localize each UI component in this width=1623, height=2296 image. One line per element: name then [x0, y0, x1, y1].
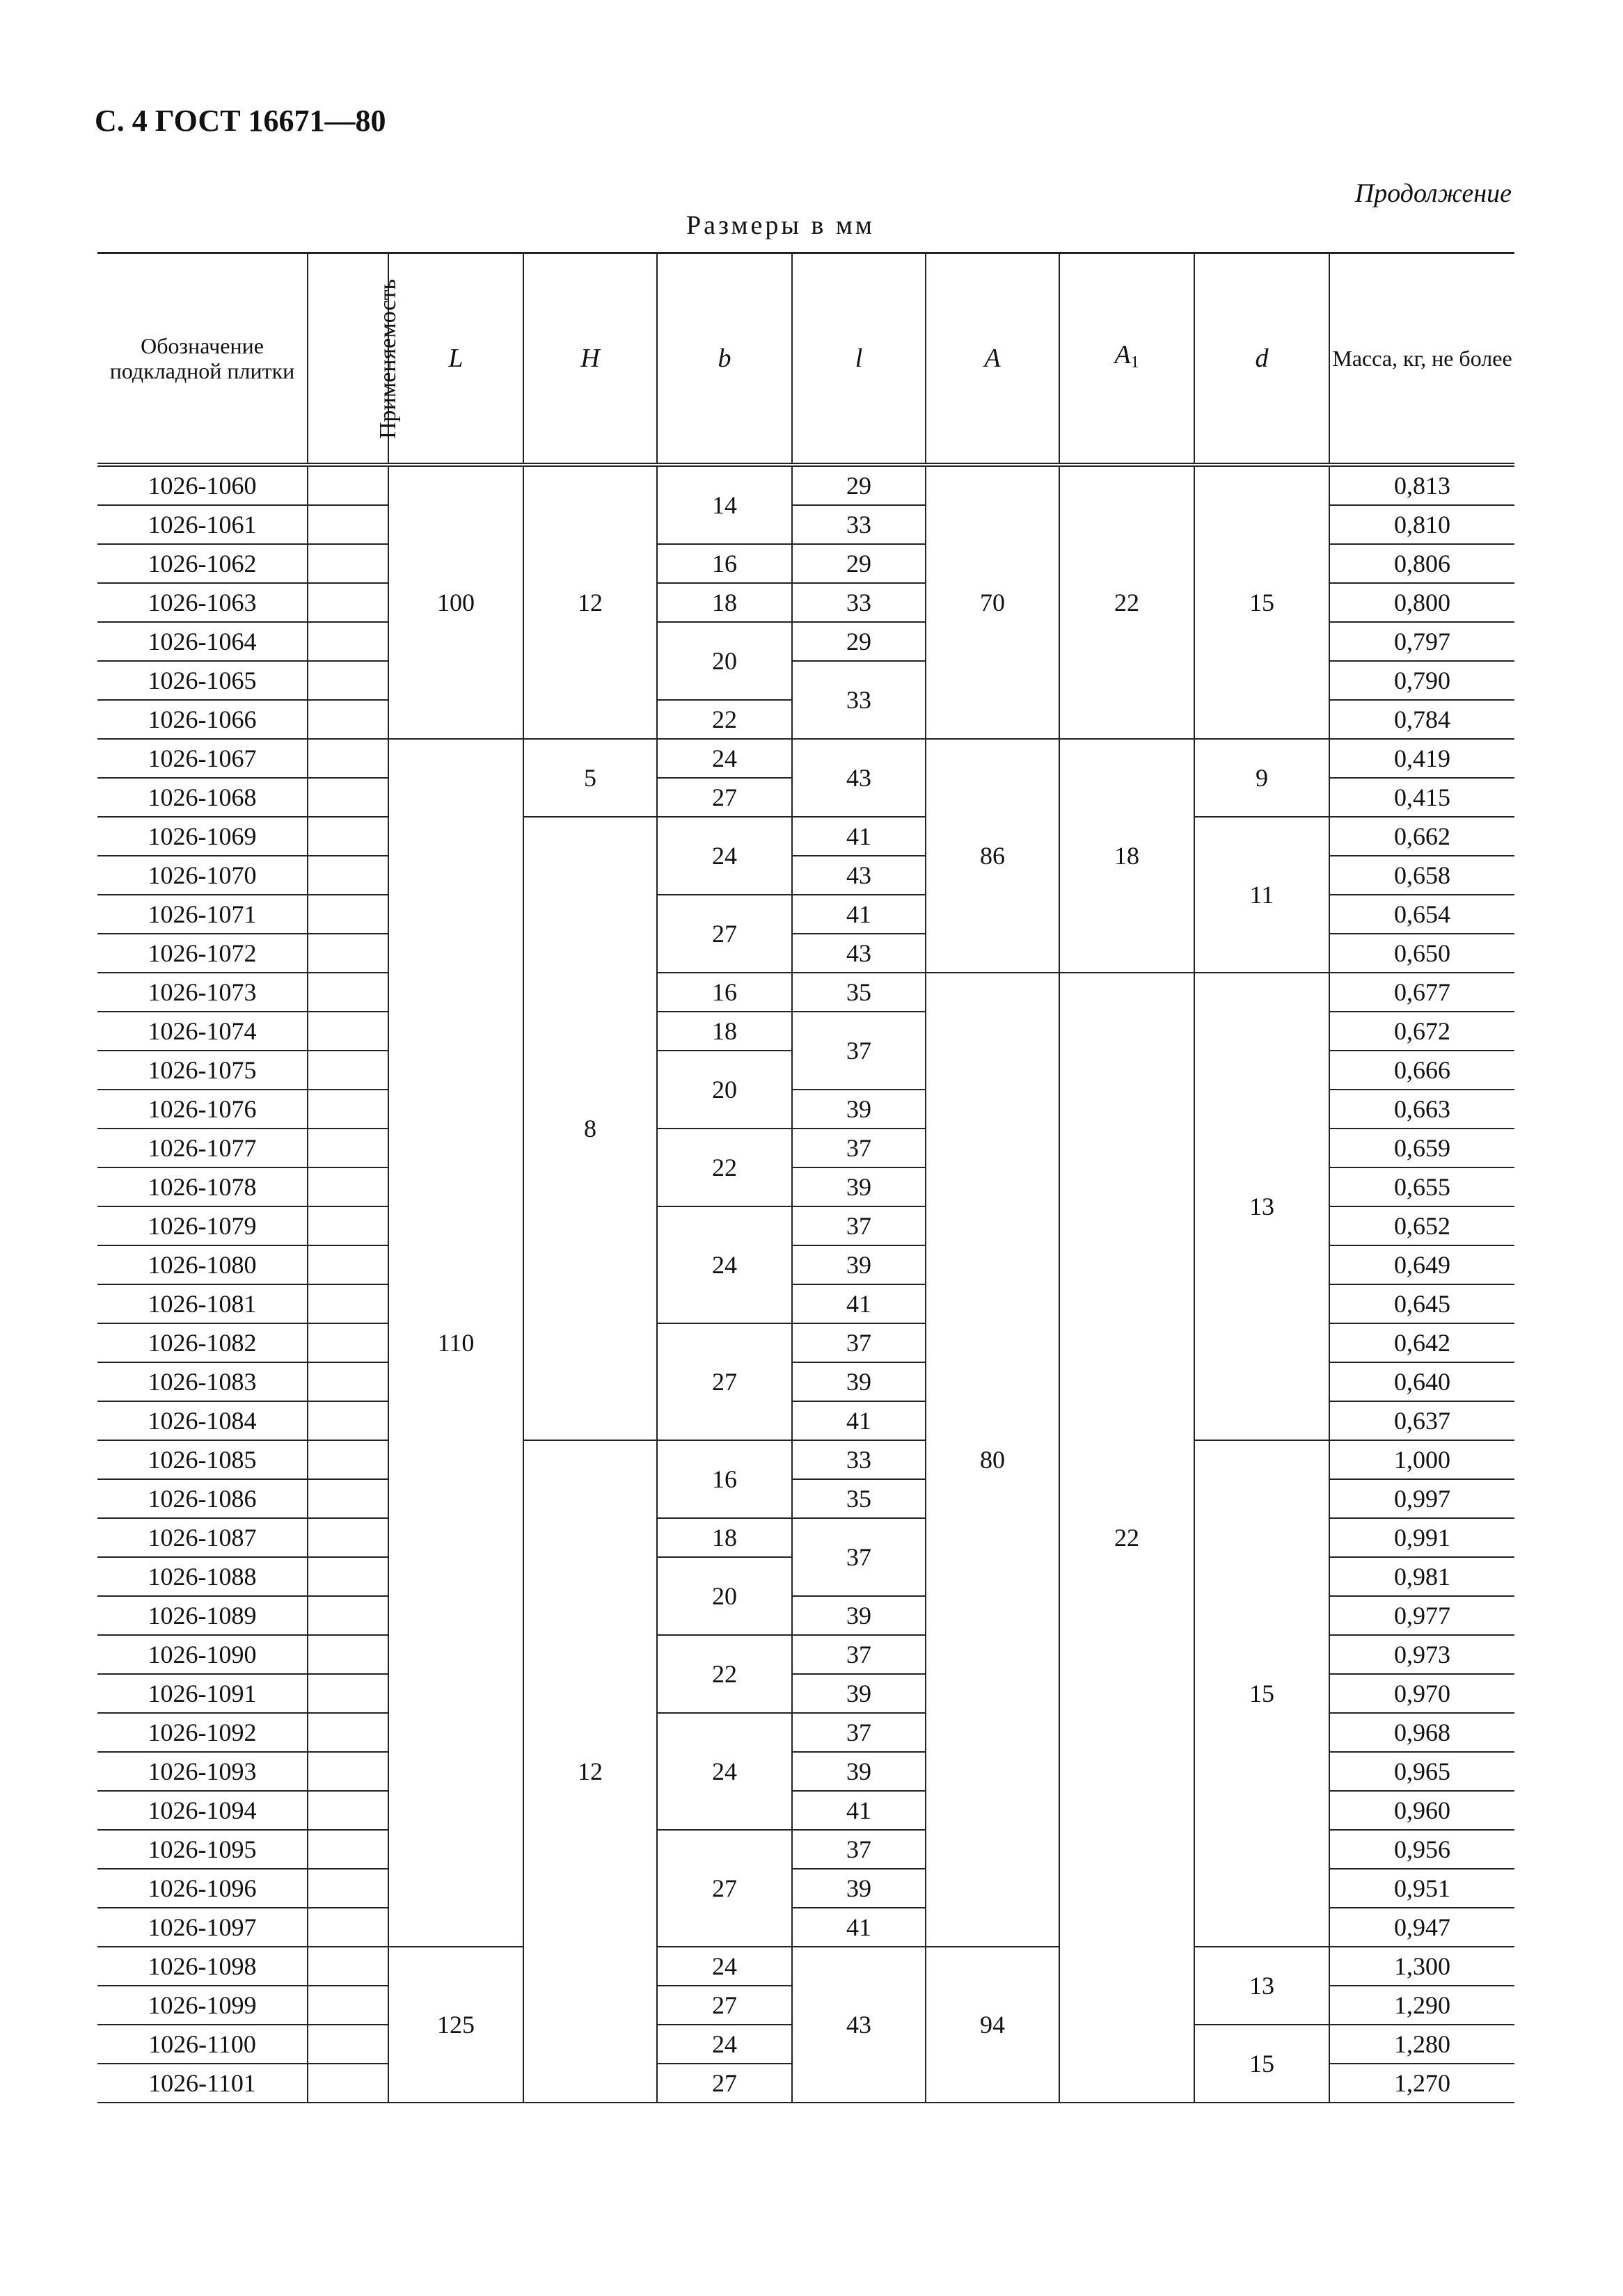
applicability-cell — [308, 622, 388, 661]
applicability-cell — [308, 817, 388, 856]
designation-cell: 1026-1068 — [97, 778, 308, 817]
header-A1-letter: A — [1114, 340, 1131, 369]
mass-cell: 0,977 — [1329, 1596, 1514, 1635]
b-cell: 24 — [657, 2025, 792, 2064]
applicability-cell — [308, 544, 388, 583]
designation-cell: 1026-1070 — [97, 856, 308, 895]
mass-cell: 0,662 — [1329, 817, 1514, 856]
l-cell: 35 — [792, 973, 926, 1012]
designation-cell: 1026-1076 — [97, 1090, 308, 1129]
l-cell: 41 — [792, 1284, 926, 1323]
table-body — [97, 465, 1514, 2103]
b-cell: 24 — [657, 1947, 792, 1986]
applicability-cell — [308, 1362, 388, 1401]
h-cell: 12 — [523, 1440, 657, 2103]
table-row — [97, 973, 1514, 1012]
header-b: b — [657, 253, 792, 465]
b-cell: 22 — [657, 700, 792, 739]
mass-cell: 0,970 — [1329, 1674, 1514, 1713]
applicability-cell — [308, 2025, 388, 2064]
l-cell: 33 — [792, 505, 926, 544]
applicability-cell — [308, 1791, 388, 1830]
header-A1 — [1059, 253, 1194, 465]
designation-cell: 1026-1075 — [97, 1051, 308, 1090]
designation-cell: 1026-1093 — [97, 1752, 308, 1791]
applicability-cell — [308, 1090, 388, 1129]
designation-cell: 1026-1099 — [97, 1986, 308, 2025]
designation-cell: 1026-1060 — [97, 465, 308, 505]
designation-cell: 1026-1095 — [97, 1830, 308, 1869]
applicability-cell — [308, 1674, 388, 1713]
l-cell: 100 — [388, 465, 523, 739]
applicability-cell — [308, 1323, 388, 1362]
mass-cell: 1,280 — [1329, 2025, 1514, 2064]
applicability-cell — [308, 1051, 388, 1090]
mass-cell: 0,677 — [1329, 973, 1514, 1012]
mass-cell: 0,649 — [1329, 1245, 1514, 1284]
b-cell: 18 — [657, 583, 792, 622]
mass-cell: 0,640 — [1329, 1362, 1514, 1401]
a1-cell: 22 — [1059, 465, 1194, 739]
b-cell: 18 — [657, 1518, 792, 1557]
designation-cell: 1026-1069 — [97, 817, 308, 856]
l-cell: 29 — [792, 622, 926, 661]
b-cell: 24 — [657, 739, 792, 778]
designation-cell: 1026-1064 — [97, 622, 308, 661]
l-cell: 43 — [792, 739, 926, 817]
designation-cell: 1026-1100 — [97, 2025, 308, 2064]
applicability-cell — [308, 1440, 388, 1479]
header-d: d — [1194, 253, 1329, 465]
header-L: L — [388, 253, 523, 465]
mass-cell: 0,797 — [1329, 622, 1514, 661]
designation-cell: 1026-1097 — [97, 1908, 308, 1947]
mass-cell: 1,300 — [1329, 1947, 1514, 1986]
mass-cell: 0,973 — [1329, 1635, 1514, 1674]
applicability-cell — [308, 700, 388, 739]
l-cell: 39 — [792, 1596, 926, 1635]
table-row — [97, 817, 1514, 856]
continuation-label: Продолжение — [1354, 179, 1512, 208]
b-cell: 24 — [657, 1206, 792, 1323]
header-applicability-label: Применяемость — [375, 278, 402, 439]
designation-cell: 1026-1067 — [97, 739, 308, 778]
b-cell: 27 — [657, 2064, 792, 2103]
designation-cell: 1026-1072 — [97, 934, 308, 973]
mass-cell: 0,658 — [1329, 856, 1514, 895]
designation-cell: 1026-1081 — [97, 1284, 308, 1323]
designation-cell: 1026-1089 — [97, 1596, 308, 1635]
header-H: H — [523, 253, 657, 465]
applicability-cell — [308, 2064, 388, 2103]
l-cell: 37 — [792, 1206, 926, 1245]
table-header-row — [97, 253, 1514, 465]
mass-cell: 0,790 — [1329, 661, 1514, 700]
h-cell: 12 — [523, 465, 657, 739]
units-caption: Размеры в мм — [686, 211, 875, 240]
l-cell: 37 — [792, 1518, 926, 1596]
d-cell: 13 — [1194, 1947, 1329, 2025]
mass-cell: 0,991 — [1329, 1518, 1514, 1557]
l-cell: 39 — [792, 1362, 926, 1401]
mass-cell: 0,672 — [1329, 1012, 1514, 1051]
l-cell: 41 — [792, 1908, 926, 1947]
b-cell: 14 — [657, 465, 792, 544]
mass-cell: 0,650 — [1329, 934, 1514, 973]
h-cell: 5 — [523, 739, 657, 817]
l-cell: 37 — [792, 1012, 926, 1090]
l-cell: 29 — [792, 465, 926, 505]
applicability-cell — [308, 739, 388, 778]
mass-cell: 0,652 — [1329, 1206, 1514, 1245]
b-cell: 20 — [657, 1051, 792, 1129]
l-cell: 29 — [792, 544, 926, 583]
l-cell: 37 — [792, 1635, 926, 1674]
l-cell: 39 — [792, 1167, 926, 1206]
b-cell: 22 — [657, 1129, 792, 1206]
a-cell: 86 — [926, 739, 1059, 973]
applicability-cell — [308, 1713, 388, 1752]
applicability-cell — [308, 505, 388, 544]
a-cell: 94 — [926, 1947, 1059, 2103]
designation-cell: 1026-1092 — [97, 1713, 308, 1752]
mass-cell: 0,645 — [1329, 1284, 1514, 1323]
l-cell: 41 — [792, 1791, 926, 1830]
b-cell: 20 — [657, 1557, 792, 1635]
designation-cell: 1026-1083 — [97, 1362, 308, 1401]
designation-cell: 1026-1086 — [97, 1479, 308, 1518]
mass-cell: 0,659 — [1329, 1129, 1514, 1167]
l-cell: 37 — [792, 1830, 926, 1869]
l-cell: 39 — [792, 1869, 926, 1908]
applicability-cell — [308, 973, 388, 1012]
l-cell: 43 — [792, 934, 926, 973]
applicability-cell — [308, 934, 388, 973]
mass-cell: 1,290 — [1329, 1986, 1514, 2025]
designation-cell: 1026-1090 — [97, 1635, 308, 1674]
b-cell: 24 — [657, 1713, 792, 1830]
applicability-cell — [308, 1830, 388, 1869]
applicability-cell — [308, 1401, 388, 1440]
designation-cell: 1026-1077 — [97, 1129, 308, 1167]
mass-cell: 0,960 — [1329, 1791, 1514, 1830]
b-cell: 27 — [657, 1830, 792, 1947]
applicability-cell — [308, 1167, 388, 1206]
applicability-cell — [308, 1869, 388, 1908]
applicability-cell — [308, 1635, 388, 1674]
header-designation: Обозначение подкладной плитки — [97, 253, 308, 465]
l-cell: 37 — [792, 1129, 926, 1167]
applicability-cell — [308, 1012, 388, 1051]
mass-cell: 0,806 — [1329, 544, 1514, 583]
table-row — [97, 739, 1514, 778]
table-row — [97, 1947, 1514, 1986]
designation-cell: 1026-1080 — [97, 1245, 308, 1284]
applicability-cell — [308, 1908, 388, 1947]
mass-cell: 0,947 — [1329, 1908, 1514, 1947]
mass-cell: 0,666 — [1329, 1051, 1514, 1090]
l-cell: 39 — [792, 1752, 926, 1791]
table-row — [97, 465, 1514, 505]
designation-cell: 1026-1061 — [97, 505, 308, 544]
applicability-cell — [308, 1518, 388, 1557]
l-cell: 39 — [792, 1674, 926, 1713]
a-cell: 70 — [926, 465, 1059, 739]
mass-cell: 0,956 — [1329, 1830, 1514, 1869]
mass-cell: 0,800 — [1329, 583, 1514, 622]
l-cell: 37 — [792, 1323, 926, 1362]
mass-cell: 0,419 — [1329, 739, 1514, 778]
designation-cell: 1026-1066 — [97, 700, 308, 739]
designation-cell: 1026-1091 — [97, 1674, 308, 1713]
l-cell: 125 — [388, 1947, 523, 2103]
header-A: A — [926, 253, 1059, 465]
applicability-cell — [308, 778, 388, 817]
b-cell: 22 — [657, 1635, 792, 1713]
mass-cell: 0,784 — [1329, 700, 1514, 739]
b-cell: 20 — [657, 622, 792, 700]
d-cell: 15 — [1194, 2025, 1329, 2103]
mass-cell: 0,655 — [1329, 1167, 1514, 1206]
mass-cell: 0,981 — [1329, 1557, 1514, 1596]
header-A1-subscript: 1 — [1130, 353, 1139, 372]
page-header: С. 4 ГОСТ 16671—80 — [95, 104, 386, 138]
mass-cell: 0,642 — [1329, 1323, 1514, 1362]
applicability-cell — [308, 1557, 388, 1596]
mass-cell: 0,997 — [1329, 1479, 1514, 1518]
b-cell: 16 — [657, 973, 792, 1012]
b-cell: 18 — [657, 1012, 792, 1051]
mass-cell: 0,654 — [1329, 895, 1514, 934]
b-cell: 27 — [657, 895, 792, 973]
b-cell: 27 — [657, 778, 792, 817]
l-cell: 110 — [388, 739, 523, 1947]
header-l: l — [792, 253, 926, 465]
designation-cell: 1026-1084 — [97, 1401, 308, 1440]
l-cell: 39 — [792, 1245, 926, 1284]
applicability-cell — [308, 583, 388, 622]
designation-cell: 1026-1101 — [97, 2064, 308, 2103]
d-cell: 15 — [1194, 465, 1329, 739]
l-cell: 33 — [792, 583, 926, 622]
l-cell: 43 — [792, 856, 926, 895]
d-cell: 15 — [1194, 1440, 1329, 1947]
applicability-cell — [308, 1479, 388, 1518]
l-cell: 41 — [792, 895, 926, 934]
designation-cell: 1026-1085 — [97, 1440, 308, 1479]
l-cell: 33 — [792, 1440, 926, 1479]
mass-cell: 0,810 — [1329, 505, 1514, 544]
applicability-cell — [308, 661, 388, 700]
mass-cell: 0,813 — [1329, 465, 1514, 505]
designation-cell: 1026-1094 — [97, 1791, 308, 1830]
mass-cell: 1,000 — [1329, 1440, 1514, 1479]
header-mass: Масса, кг, не более — [1329, 253, 1514, 465]
mass-cell: 0,965 — [1329, 1752, 1514, 1791]
d-cell: 9 — [1194, 739, 1329, 817]
mass-cell: 0,415 — [1329, 778, 1514, 817]
l-cell: 35 — [792, 1479, 926, 1518]
applicability-cell — [308, 1986, 388, 2025]
designation-cell: 1026-1082 — [97, 1323, 308, 1362]
mass-cell: 0,663 — [1329, 1090, 1514, 1129]
designation-cell: 1026-1098 — [97, 1947, 308, 1986]
table-row — [97, 1440, 1514, 1479]
applicability-cell — [308, 1752, 388, 1791]
designation-cell: 1026-1073 — [97, 973, 308, 1012]
designation-cell: 1026-1088 — [97, 1557, 308, 1596]
mass-cell: 0,637 — [1329, 1401, 1514, 1440]
designation-cell: 1026-1071 — [97, 895, 308, 934]
designation-cell: 1026-1096 — [97, 1869, 308, 1908]
b-cell: 16 — [657, 544, 792, 583]
applicability-cell — [308, 1129, 388, 1167]
applicability-cell — [308, 856, 388, 895]
d-cell: 13 — [1194, 973, 1329, 1440]
b-cell: 24 — [657, 817, 792, 895]
a-cell: 80 — [926, 973, 1059, 1947]
header-applicability — [308, 253, 402, 465]
h-cell: 8 — [523, 817, 657, 1440]
designation-cell: 1026-1065 — [97, 661, 308, 700]
l-cell: 33 — [792, 661, 926, 739]
applicability-cell — [308, 1206, 388, 1245]
l-cell: 41 — [792, 817, 926, 856]
applicability-cell — [308, 1245, 388, 1284]
mass-cell: 1,270 — [1329, 2064, 1514, 2103]
designation-cell: 1026-1087 — [97, 1518, 308, 1557]
applicability-cell — [308, 1947, 388, 1986]
applicability-cell — [308, 465, 388, 505]
applicability-cell — [308, 895, 388, 934]
applicability-cell — [308, 1596, 388, 1635]
l-cell: 37 — [792, 1713, 926, 1752]
designation-cell: 1026-1062 — [97, 544, 308, 583]
dimensions-table — [97, 252, 1514, 2103]
a1-cell: 18 — [1059, 739, 1194, 973]
designation-cell: 1026-1078 — [97, 1167, 308, 1206]
applicability-cell — [308, 1284, 388, 1323]
a1-cell: 22 — [1059, 973, 1194, 2103]
l-cell: 39 — [792, 1090, 926, 1129]
b-cell: 27 — [657, 1323, 792, 1440]
mass-cell: 0,951 — [1329, 1869, 1514, 1908]
mass-cell: 0,968 — [1329, 1713, 1514, 1752]
designation-cell: 1026-1079 — [97, 1206, 308, 1245]
d-cell: 11 — [1194, 817, 1329, 973]
b-cell: 16 — [657, 1440, 792, 1518]
b-cell: 27 — [657, 1986, 792, 2025]
l-cell: 43 — [792, 1947, 926, 2103]
designation-cell: 1026-1063 — [97, 583, 308, 622]
designation-cell: 1026-1074 — [97, 1012, 308, 1051]
l-cell: 41 — [792, 1401, 926, 1440]
